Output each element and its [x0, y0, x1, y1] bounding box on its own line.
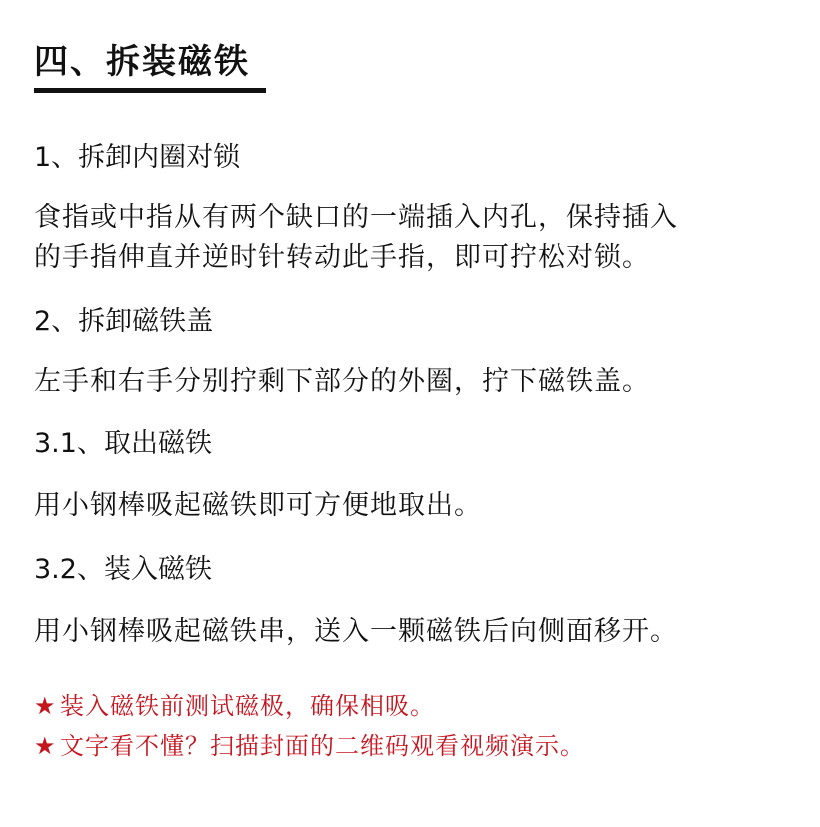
- note-1-text: 装入磁铁前测试磁极，确保相吸。: [60, 692, 435, 720]
- step-3-2-text-line-1: 用小钢棒吸起磁铁串，送入一颗磁铁后向侧面移开。: [34, 616, 678, 647]
- star-icon: ★: [34, 732, 57, 760]
- step-3-2-heading: 3.2、装入磁铁: [34, 554, 212, 585]
- step-3-1-heading: 3.1、取出磁铁: [34, 428, 212, 459]
- step-2-heading: 2、拆卸磁铁盖: [34, 306, 214, 337]
- star-icon: ★: [34, 692, 57, 720]
- step-1-text-line-2: 的手指伸直并逆时针转动此手指，即可拧松对锁。: [34, 242, 650, 273]
- step-1-heading: 1、拆卸内圈对锁: [34, 142, 241, 173]
- note-2-text: 文字看不懂？扫描封面的二维码观看视频演示。: [60, 732, 585, 760]
- note-1: [34, 690, 435, 722]
- step-3-1-text-line-1: 用小钢棒吸起磁铁即可方便地取出。: [34, 490, 482, 521]
- step-1-text-line-1: 食指或中指从有两个缺口的一端插入内孔，保持插入: [34, 202, 678, 233]
- heading-underline: [34, 88, 266, 93]
- step-2-text-line-1: 左手和右手分别拧剩下部分的外圈，拧下磁铁盖。: [34, 366, 650, 397]
- note-2: [34, 730, 585, 762]
- section-heading: 四、拆装磁铁: [34, 42, 250, 82]
